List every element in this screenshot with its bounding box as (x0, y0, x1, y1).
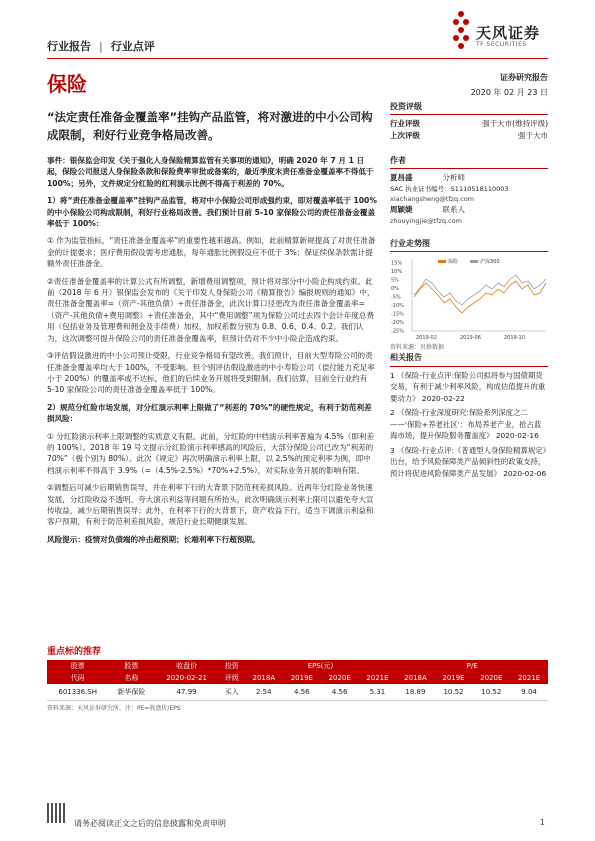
sector-title: 保险 (47, 72, 87, 96)
trend-title: 行业走势图 (390, 238, 548, 252)
report-label: 证券研究报告 (500, 73, 548, 82)
trend-source: 资料来源：贝格数据 (390, 344, 445, 351)
table-source: 资料来源：天风证券研究所，注：PE=收盘价/EPS (47, 705, 181, 712)
author-email[interactable]: zhouyingjie@tfzq.com (390, 217, 462, 225)
brand-name: 天风证券 (476, 24, 541, 42)
point-1c: ③评估假设激进的中小公司预计受限，行业竞争格局有望改善。我们预计，目前大型寿险公司的责任准备金覆盖率均大于 100%，不受影响。但个别评估假设激进的中小寿险公司（偿付能力充足率小于 200%）的覆盖率或不达标，他们的后续业务开展将受到限制。我们估算，目前全行业约有 5-10 家保险公司的责任准备金覆盖率低于 100%。 (47, 351, 375, 395)
author-name: 夏昌盛 (390, 173, 413, 182)
trend-chart (390, 255, 548, 341)
y-tick-label: -10% (391, 303, 404, 309)
page-number: 1 (539, 818, 545, 827)
y-tick-label: 10% (391, 269, 403, 275)
breadcrumb: 行业报告 | 行业点评 (47, 40, 155, 53)
legend-insurance: 保险 (448, 259, 459, 265)
author-license: SAC 执业证书编号：S1110518110003 (390, 185, 509, 193)
y-tick-label: -20% (391, 320, 404, 326)
event-paragraph: 事件：银保监会印发《关于强化人身保险精算监管有关事项的通知》，明确 2020 年 7 月 1 日起，保险公司报送人身保险条款和保险费率审批或备案的，最近季度末责任准备金覆盖率不得低于 100%；另外，文件规定分红险的红利演示比例不得高于利差的 70%。 (47, 156, 374, 188)
logo-mark (452, 10, 470, 54)
rating-row: 行业评级 强于大市(维持评级) (390, 119, 548, 128)
x-tick-label: 2019-10 (504, 335, 525, 341)
rating-title: 投资评级 (390, 101, 548, 115)
point-1-heading: 1）将“责任准备金覆盖率”挂钩产品监管，将对中小保险公司形成强约束，即对覆盖率低于 100%的中小保险公司构成限制，利好行业格局改善。我们预计目前 5-10 家保险公司的责任准备金覆盖率低于 100%： (47, 196, 377, 229)
table-header-row: 股票 股票 收盘价 投资 EPS(元) P/E (47, 660, 548, 672)
authors-panel (390, 156, 548, 226)
related-item[interactable]: 3 《保险-行业点评:《普通型人身保险精算规定》出台，给予风险保障类产品倾斜性的政策支持，预计将促进风险保障类产品发展》 2020-02-06 (390, 445, 547, 478)
header-divider (47, 58, 548, 59)
point-2-heading: 2）规范分红险市场发展，对分红演示利率上限做了“利差的 70%”的硬性规定，有利于防范利差损风险： (47, 402, 372, 424)
x-tick-label: 2019-06 (460, 335, 481, 341)
brand-name-en: TF SECURITIES (476, 41, 527, 48)
legend-hs300: 沪深300 (480, 259, 500, 265)
authors-title: 作者 (390, 156, 548, 169)
y-tick-label: -25% (391, 328, 404, 335)
point-1a: ① 作为监管指标，“责任准备金覆盖率”的重要性越来越高。例如，此前精算新规提高了对责任准备金的计提要求；医疗费用假设需考虑通胀，每年通胀比例假设应不低于 3%；保证续保条款需计提额外责任准备金。 (47, 236, 376, 269)
forecast-table (47, 660, 548, 701)
risk-note: 风险提示：疫情对负债端的冲击超预期；长端利率下行超预期。 (47, 534, 260, 544)
report-date: 2020 年 02 月 23 日 (470, 88, 548, 97)
related-panel (390, 352, 548, 482)
rating-panel (390, 101, 548, 142)
y-tick-label: -15% (391, 311, 404, 318)
x-tick-label: 2019-02 (416, 335, 437, 341)
y-tick-label: 0% (391, 286, 399, 292)
report-body (47, 155, 377, 551)
footer-disclaimer: 请务必阅读正文之后的信息披露和免责申明 (74, 819, 226, 828)
author-role: 分析师 (442, 173, 465, 182)
point-2b: ②调整后可减少后期销售误导，并在利率下行的大背景下防范利差损风险。近两年分红险业务快速发展，分红险收益不透明、夸大演示利益等问题有所抬头，此次明确演示利率上限可以避免夸大宣传收益，减少后期销售误导；此外，在利率下行的大背景下，资产收益下行，适当下调演示利益和客户预期，有利于防范利差损风险，规范行业长期健康发展。 (47, 483, 374, 527)
author-role: 联系人 (442, 205, 465, 214)
trend-title-wrap (390, 238, 548, 255)
table-title: 重点标的推荐 (47, 647, 102, 657)
headline: “法定责任准备金覆盖率”挂钩产品监管，将对激进的中小公司构成限制，利好行业竞争格局改善。 (47, 110, 373, 142)
related-item[interactable]: 2 《保险-行业深度研究:保险系列深度之二——‘保险+养老社区’：布局养老产业，抢占蓝海市场，提升保险服务覆盖度》 2020-02-16 (390, 408, 542, 440)
y-tick-label: 15% (391, 260, 403, 267)
y-tick-label: -5% (391, 294, 401, 301)
rating-row: 上次评级 强于大市 (390, 131, 548, 140)
point-1b: ②责任准备金覆盖率的计算公式有所调整，新增费用调整项，预计将对部分中小险企构成约束。此前（2018 年 6 月）银保监会发布的《关于印发人身保险公司《精算报告》编报规则的通知》中，责任准备金覆盖率=（资产-其他负债）÷责任准备金，此次计算口径更改为责任准备金覆盖率=（资产-其他负债+费用调整）÷责任准备金，其中“费用调整”项为保险公司过去四个会计年度总费用（包括业务及管理费和佣金及手续费）加权，加权系数分别为 0.8、0.6、0.4、0.2。我们认为，这次调整可提升保险公司的责任准备金覆盖率，但预计仍对不少中小险企造成约束。 (47, 276, 375, 343)
author-email[interactable]: xiachangsheng@tfzq.com (390, 195, 475, 203)
related-item[interactable]: 1 《保险-行业点评:保险公司拟将参与国债期货交易，有利于减少利率风险，构成估值提升的重要动力》 2020-02-22 (390, 370, 546, 403)
pe-header: P/E (396, 660, 548, 672)
report-type: 行业报告 (47, 40, 91, 53)
series-hs300-line (414, 275, 546, 305)
related-title: 相关报告 (390, 352, 548, 367)
point-2a: ① 分红险演示利率上限调整的实质意义有限。此前，分红险的中档演示利率普遍为 4.5%（即利差的 100%）。2018 年 19 号文提示分红险演示利率感高的风险后，大部分保险公司已改为“利差的 70%”（极个别为 80%）。此次《规定》再次明确演示利率上限，以 2.5%的预定利率为例，即中档演示利率不得高于 3.9%（=（4.5%-2.5%）*70%+2.5%），对实际业务开展的影响有限。 (47, 431, 375, 475)
table-header-row: 代码 名称 2020-02-21 评级 2018A 2019E 2020E 2021E 2018A 2019E 2020E 2021E (47, 672, 548, 684)
report-subtype: 行业点评 (110, 40, 155, 53)
author-name: 周颖婕 (390, 205, 413, 214)
eps-header: EPS(元) (245, 660, 397, 672)
table-row: 601336.SH 新华保险 47.99 买入 2.54 4.56 4.56 5.31 18.89 10.52 10.52 9.04 (47, 684, 548, 701)
qr-code (47, 803, 67, 823)
y-tick-label: 5% (391, 277, 399, 284)
